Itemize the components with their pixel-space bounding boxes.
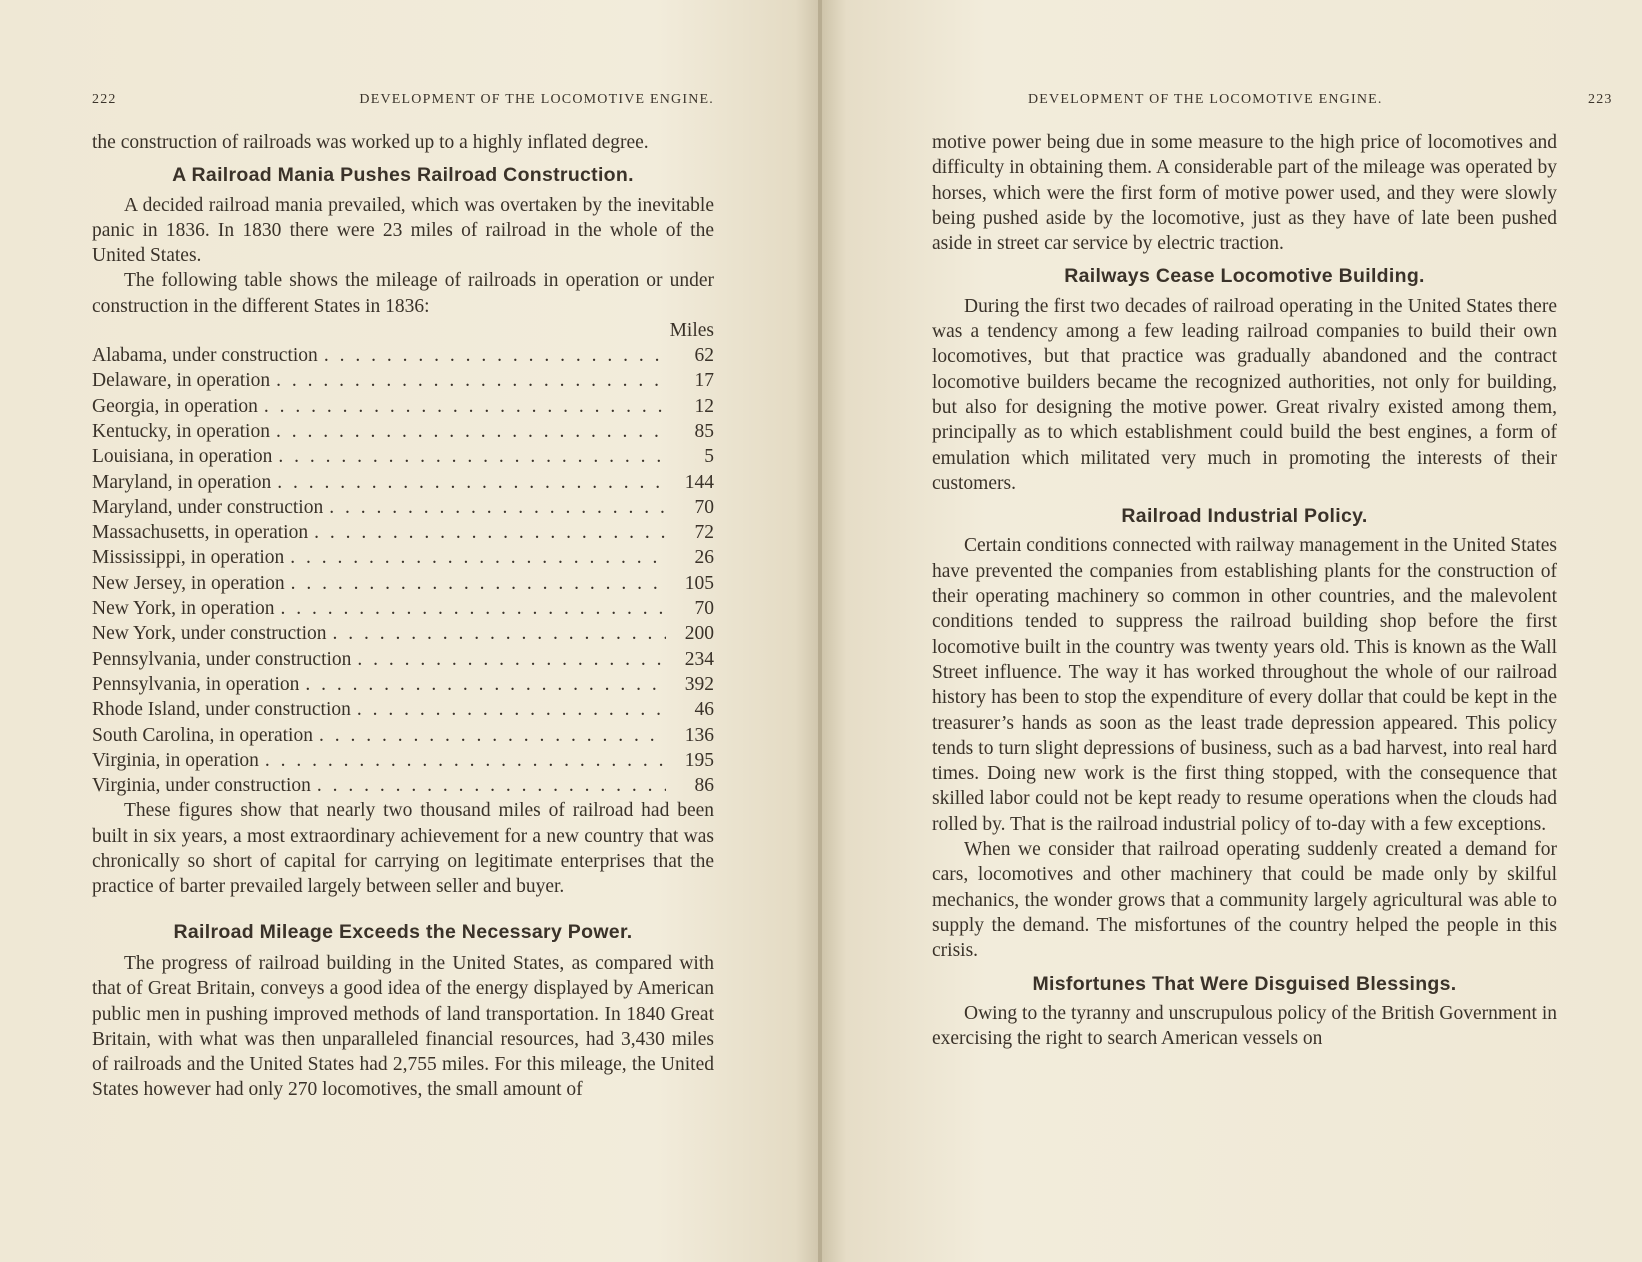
table-row-miles: 136 [684,724,714,746]
table-row [92,343,714,368]
table-row [92,368,714,393]
table-row-label: Maryland, in operation [92,471,272,493]
table-row-label: Georgia, in operation [92,395,258,417]
table-row [92,444,714,469]
table-row-label: Virginia, under construction [92,775,311,797]
table-row-label: Rhode Island, under construction [92,699,351,721]
table-row-label: Maryland, under construction [92,496,324,518]
dot-leader [305,672,666,697]
table-row-miles: 85 [694,420,714,442]
table-row-label: Pennsylvania, under construction [92,648,352,670]
table-row-label: Pennsylvania, in operation [92,673,300,695]
section-heading: Railways Cease Locomotive Building. [1064,265,1425,288]
table-row [92,419,714,444]
dot-leader [314,520,666,545]
paragraph: A decided railroad mania prevailed, which was overtaken by the inevitable panic in 1836. In 1830 there were 23 miles of railroad in the whole of the United States. [92,194,714,267]
left-page [0,0,820,1262]
table-row-miles: 86 [694,775,714,797]
paragraph: The progress of railroad building in the United States, as compared with that of Great Britain, conveys a good idea of the energy displayed by American public men in pushing improved methods of land transportation. In 1840 Great Britain, with what was then unparalleled financial resources, had 3,430 miles of railroads and the United States had 2,755 miles. For this mileage, the United States however had only 270 locomotives, the small amount of [92,952,714,1101]
paragraph: The following table shows the mileage of railroads in operation or under construction in the different States in 1836: [92,270,714,317]
dot-leader [265,748,666,773]
table-row-miles: 200 [684,623,714,645]
page-number: 222 [92,92,117,107]
paragraph: These figures show that nearly two thousand miles of railroad had been built in six years, a most extraordinary achievement for a new country that was chronically so short of capital for carrying on legitimate enterprises that the practice of barter prevailed largely between seller and buyer. [92,800,714,898]
table-row [92,470,714,495]
table-row [92,520,714,545]
intro-paragraph: the construction of railroads was worked up to a highly inflated degree. [92,132,649,153]
table-row-miles: 105 [684,572,714,594]
table-row-label: New York, under construction [92,623,327,645]
table-row [92,571,714,596]
dot-leader [278,444,666,469]
table-row [92,647,714,672]
paragraph: During the first two decades of railroad operating in the United States there was a tendency among a few leading railroad companies to build their own locomotives, but that practice was gradually abandoned and the contract locomotive builders became the recognized authorities, not only for building, but also for designing the motive power. Great rivalry existed among them, principally as to which establishment could build the best engines, a form of emulation which militated very much in promoting the interests of their customers. [932,295,1557,494]
table-row [92,748,714,773]
table-row-label: Louisiana, in operation [92,446,273,468]
table-row-label: Kentucky, in operation [92,420,270,442]
intro-paragraph: motive power being due in some measure to the high price of locomotives and difficulty in obtaining them. A considerable part of the mileage was operated by horses, which were the first form of motive power used, and they were slowly being pushed aside by the locomotive, just as they have of late been pushed aside in street car service by electric traction. [932,132,1557,255]
section-heading: Railroad Industrial Policy. [1121,505,1368,528]
table-row-label: Alabama, under construction [92,345,318,367]
table-row-miles: 144 [684,471,714,493]
table-row-miles: 70 [694,496,714,518]
table-row-label: New Jersey, in operation [92,572,285,594]
running-head: DEVELOPMENT OF THE LOCOMOTIVE ENGINE. [359,92,714,107]
table-row-label: Virginia, in operation [92,749,259,771]
page-number: 223 [1588,92,1613,107]
left-running-header [92,92,714,108]
paragraph: Certain conditions connected with railway management in the United States have prevented the companies from establishing plants for the construction of their operating machinery so common in other countries, and the malevolent conditions tended to suppress the railroad building shop before the first locomotive built in the country was twenty years old. This is known as the Wall Street influence. The way it has worked throughout the whole of our railroad history has been to stop the expenditure of every dollar that could be kept in the treasurer’s hands as soon as the least trade depression appeared. This policy tends to turn slight depressions of business, such as a bad harvest, into real hard times. Doing new work is the first thing stopped, with the consequence that skilled labor could not be kept ready to resume operations when the clouds had rolled by. That is the railroad industrial policy of to-day with a few exceptions. [932,535,1557,835]
table-row-label: Delaware, in operation [92,370,271,392]
dot-leader [319,723,666,748]
right-text-column [932,130,1557,1051]
table-row-miles: 12 [694,395,714,417]
table-column-header: Miles [669,320,714,342]
right-page [822,0,1642,1262]
paragraph: Owing to the tyranny and unscrupulous policy of the British Government in exercising the right to search American vessels on [932,1002,1557,1050]
table-row-miles: 62 [694,345,714,367]
table-row-label: Massachusetts, in operation [92,522,309,544]
table-row-miles: 5 [704,446,714,468]
dot-leader [276,368,666,393]
mileage-table [92,343,714,798]
dot-leader [264,394,666,419]
paragraph: When we consider that railroad operating suddenly created a demand for cars, locomotives and other machinery that could be made only by skilful mechanics, the wonder grows that a community largely agricultural was able to supply the demand. The misfortunes of the country helped the people in this crisis. [932,839,1557,962]
section-heading: Misfortunes That Were Disguised Blessings. [1032,972,1457,995]
table-row-miles: 26 [694,547,714,569]
table-row-miles: 195 [684,749,714,771]
table-row [92,394,714,419]
dot-leader [317,773,666,798]
table-row-miles: 392 [684,673,714,695]
table-row-label: New York, in operation [92,598,275,620]
running-head: DEVELOPMENT OF THE LOCOMOTIVE ENGINE. [1028,92,1383,107]
dot-leader [324,343,666,368]
dot-leader [277,470,666,495]
dot-leader [333,621,666,646]
dot-leader [276,419,666,444]
left-text-column [92,130,714,1103]
dot-leader [357,697,666,722]
table-row-label: South Carolina, in operation [92,724,313,746]
table-row [92,596,714,621]
dot-leader [357,647,666,672]
table-row-miles: 234 [684,648,714,670]
table-row [92,773,714,798]
right-running-header [1028,92,1613,108]
table-row-miles: 46 [694,699,714,721]
table-row-miles: 17 [694,370,714,392]
table-row [92,545,714,570]
table-row [92,495,714,520]
section-heading: Railroad Mileage Exceeds the Necessary Power. [173,920,633,943]
table-row [92,621,714,646]
dot-leader [281,596,666,621]
dot-leader [291,571,666,596]
table-row [92,672,714,697]
dot-leader [290,545,666,570]
table-row-miles: 70 [694,598,714,620]
table-row-label: Mississippi, in operation [92,547,285,569]
section-heading: A Railroad Mania Pushes Railroad Construction. [172,164,634,187]
table-row [92,697,714,722]
table-row-miles: 72 [694,522,714,544]
dot-leader [329,495,666,520]
table-row [92,723,714,748]
